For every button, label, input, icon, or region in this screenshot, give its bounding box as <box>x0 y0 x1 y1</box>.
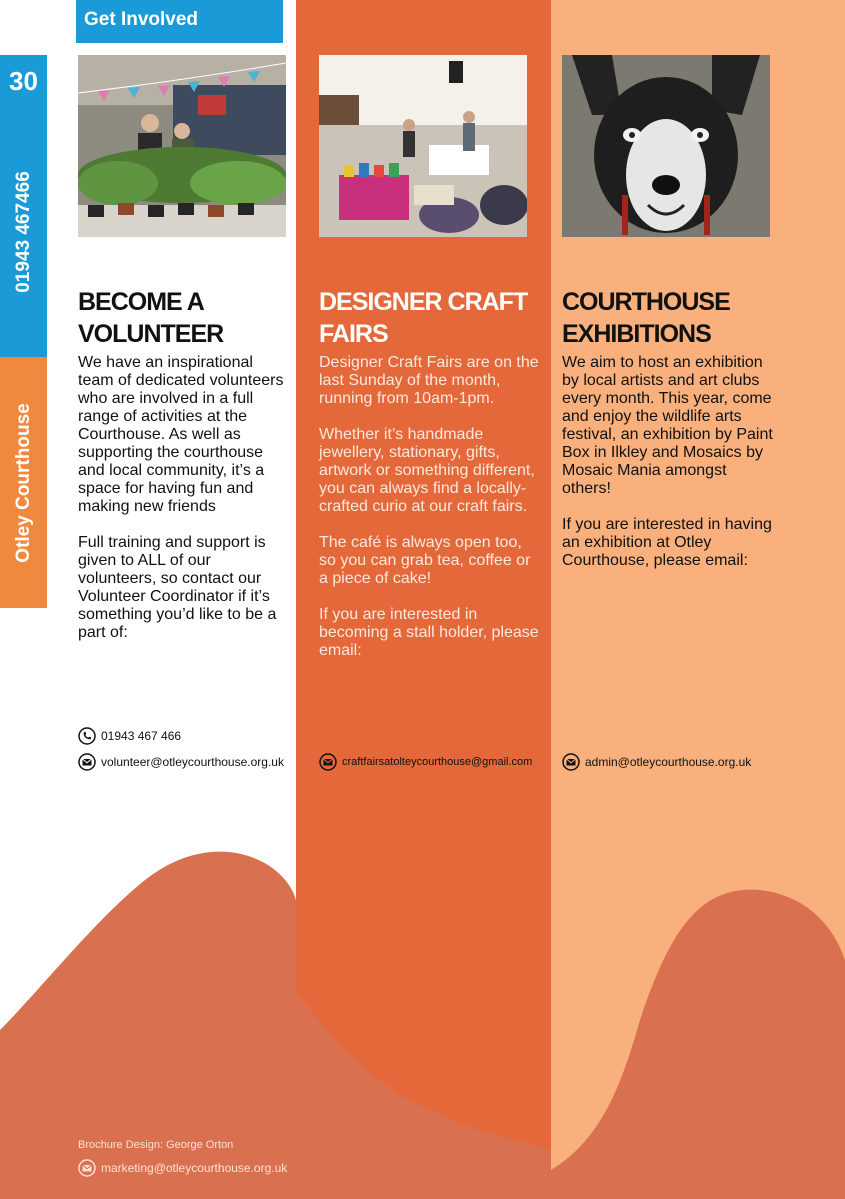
sidebar-phone-box <box>0 107 47 357</box>
phone-icon <box>78 727 96 745</box>
exhibitions-paragraph: If you are interested in having an exhibition at Otley Courthouse, please email: <box>562 516 772 569</box>
exhibitions-email-contact[interactable] <box>562 753 751 771</box>
sidebar-brand-box <box>0 357 47 608</box>
exhibitions-heading: COURTHOUSE EXHIBITIONS <box>562 288 730 348</box>
volunteer-body <box>78 354 290 660</box>
volunteer-phone: 01943 467 466 <box>101 729 182 743</box>
email-icon <box>78 753 96 771</box>
sidebar-brand: Otley Courthouse <box>12 402 34 563</box>
craft-fairs-paragraph: Designer Craft Fairs are on the last Sunday of the month, running from 10am-1pm. <box>319 354 539 407</box>
exhibitions-body <box>562 354 774 588</box>
volunteer-paragraph: Full training and support is given to ALL of our volunteers, so contact our Volunteer Coordinator if it’s something you’d like to be a part of: <box>78 534 277 641</box>
craft-fairs-body <box>319 354 541 678</box>
craft-fairs-paragraph: Whether it’s handmade jewellery, stationary, gifts, artwork or something different, you can always find a locally-crafted curio at our craft fairs. <box>319 426 535 515</box>
volunteer-paragraph: We have an inspirational team of dedicated volunteers who are involved in a full range of activities at the Courthouse. As well as supporting the courthouse and local community, it’s a space for having fun and making new friends <box>78 354 284 515</box>
volunteer-email: volunteer@otleycourthouse.org.uk <box>101 755 284 769</box>
email-icon <box>562 753 580 771</box>
section-tab: Get Involved <box>76 0 283 43</box>
page-number: 30 <box>0 55 47 107</box>
craft-fair-photo <box>319 55 527 237</box>
email-icon <box>78 1159 96 1177</box>
email-icon <box>319 753 337 771</box>
craft-fairs-email: craftfairsatolteycourthouse@gmail.com <box>342 756 533 768</box>
craft-fairs-paragraph: The café is always open too, so you can grab tea, coffee or a piece of cake! <box>319 534 531 587</box>
volunteer-heading: BECOME A VOLUNTEER <box>78 288 224 348</box>
volunteer-phone-contact[interactable] <box>78 727 181 745</box>
volunteer-email-contact[interactable] <box>78 753 284 771</box>
mosaic-dog-photo <box>562 55 770 237</box>
footer-email-contact[interactable] <box>78 1159 287 1177</box>
sidebar-phone: 01943 467466 <box>12 171 34 293</box>
craft-fairs-paragraph: If you are interested in becoming a stall holder, please email: <box>319 606 539 659</box>
exhibitions-email: admin@otleycourthouse.org.uk <box>585 755 752 769</box>
craft-fairs-email-contact[interactable] <box>319 753 532 771</box>
exhibitions-paragraph: We aim to host an exhibition by local artists and art clubs every month. This year, come and enjoy the wildlife arts festival, an exhibition by Paint Box in Ilkley and Mosaics by Mosaic Mania amongst others! <box>562 354 773 497</box>
design-credit: Brochure Design: George Orton <box>78 1139 234 1151</box>
footer-email: marketing@otleycourthouse.org.uk <box>101 1161 288 1175</box>
volunteer-photo <box>78 55 286 237</box>
craft-fairs-heading: DESIGNER CRAFT FAIRS <box>319 288 528 348</box>
